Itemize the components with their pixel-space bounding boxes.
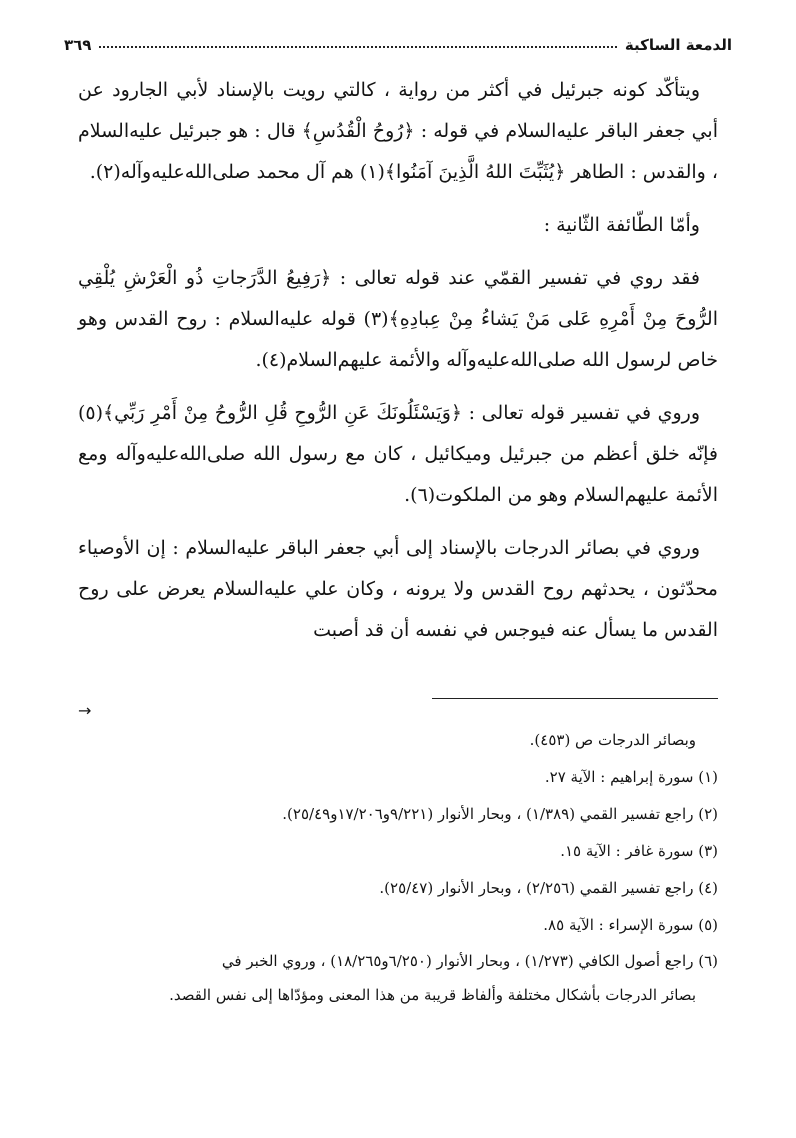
footnote-continuation: وبصائر الدرجات ص (٤٥٣). (529, 731, 696, 749)
paragraph-4: وروي في تفسير قوله تعالى : ﴿وَيَسْئَلُونَكَ عَنِ الرُّوحِ قُلِ الرُّوحُ مِنْ أَمْرِ رَبِّي﴾(٥) فإنّه خلق أعظم من جبرئيل وميكائيل ، كان مع رسول الله صلى‌الله‌عليه‌وآله ومع الأئمة عليهم‌السلام وهو من الملكوت(٦). (78, 402, 718, 506)
footnote-5: (٥) سورة الإسراء : الآية ٨٥. (543, 916, 718, 934)
page-number: ٣٦٩ (64, 36, 92, 54)
continuation-arrow-icon: → (78, 701, 92, 720)
main-text (78, 70, 718, 663)
page-header (64, 28, 732, 54)
running-title: الدمعة الساكبة (624, 36, 732, 54)
paragraph-3: فقد روي في تفسير القمّي عند قوله تعالى : ﴿رَفِيعُ الدَّرَجاتِ ذُو الْعَرْشِ يُلْقِي الرُّوحَ مِنْ أَمْرِهِ عَلى مَنْ يَشاءُ مِنْ عِبادِهِ﴾(٣) قوله عليه‌السلام : روح القدس وهو خاص لرسول الله صلى‌الله‌عليه‌وآله والأئمة عليهم‌السلام(٤). (78, 267, 718, 371)
footnote-3: (٣) سورة غافر : الآية ١٥. (560, 842, 718, 860)
footnote-1: (١) سورة إبراهيم : الآية ٢٧. (544, 768, 718, 786)
footnote-2: (٢) راجع تفسير القمي (١/٣٨٩) ، وبحار الأنوار (٩/٢٢١و١٧/٢٠٦و٢٥/٤٩). (282, 805, 718, 823)
header-dotted-leader (99, 46, 616, 48)
paragraph-2-heading: وأمّا الطّائفة الثّانية : (543, 214, 700, 236)
footnote-4: (٤) راجع تفسير القمي (٢/٢٥٦) ، وبحار الأنوار (٢٥/٤٧). (379, 879, 718, 897)
footnote-6: (٦) راجع أصول الكافي (١/٢٧٣) ، وبحار الأنوار (٦/٢٥٠و١٨/٢٦٥) ، وروي الخبر في (221, 952, 718, 970)
paragraph-5: وروي في بصائر الدرجات بالإسناد إلى أبي جعفر الباقر عليه‌السلام : إن الأوصياء محدّثون ، يحدثهم روح القدس ولا يرونه ، وكان علي عليه‌السلام يعرض على روح القدس ما يسأل عنه فيوجس في نفسه أن قد أصبت (78, 537, 718, 641)
footnote-6-continued: بصائر الدرجات بأشكال مختلفة وألفاظ قريبة من هذا المعنى ومؤدّاها إلى نفس القصد. (169, 986, 696, 1004)
footnote-separator (432, 698, 718, 699)
paragraph-1: ويتأكّد كونه جبرئيل في أكثر من رواية ، كالتي رويت بالإسناد لأبي الجارود عن أبي جعفر الباقر عليه‌السلام في قوله : ﴿رُوحُ الْقُدُسِ﴾ قال : هو جبرئيل عليه‌السلام ، والقدس : الطاهر ﴿يُثَبِّتَ اللهُ الَّذِينَ آمَنُوا﴾(١) هم آل محمد صلى‌الله‌عليه‌وآله(٢). (78, 79, 718, 183)
footnotes (78, 722, 718, 1012)
